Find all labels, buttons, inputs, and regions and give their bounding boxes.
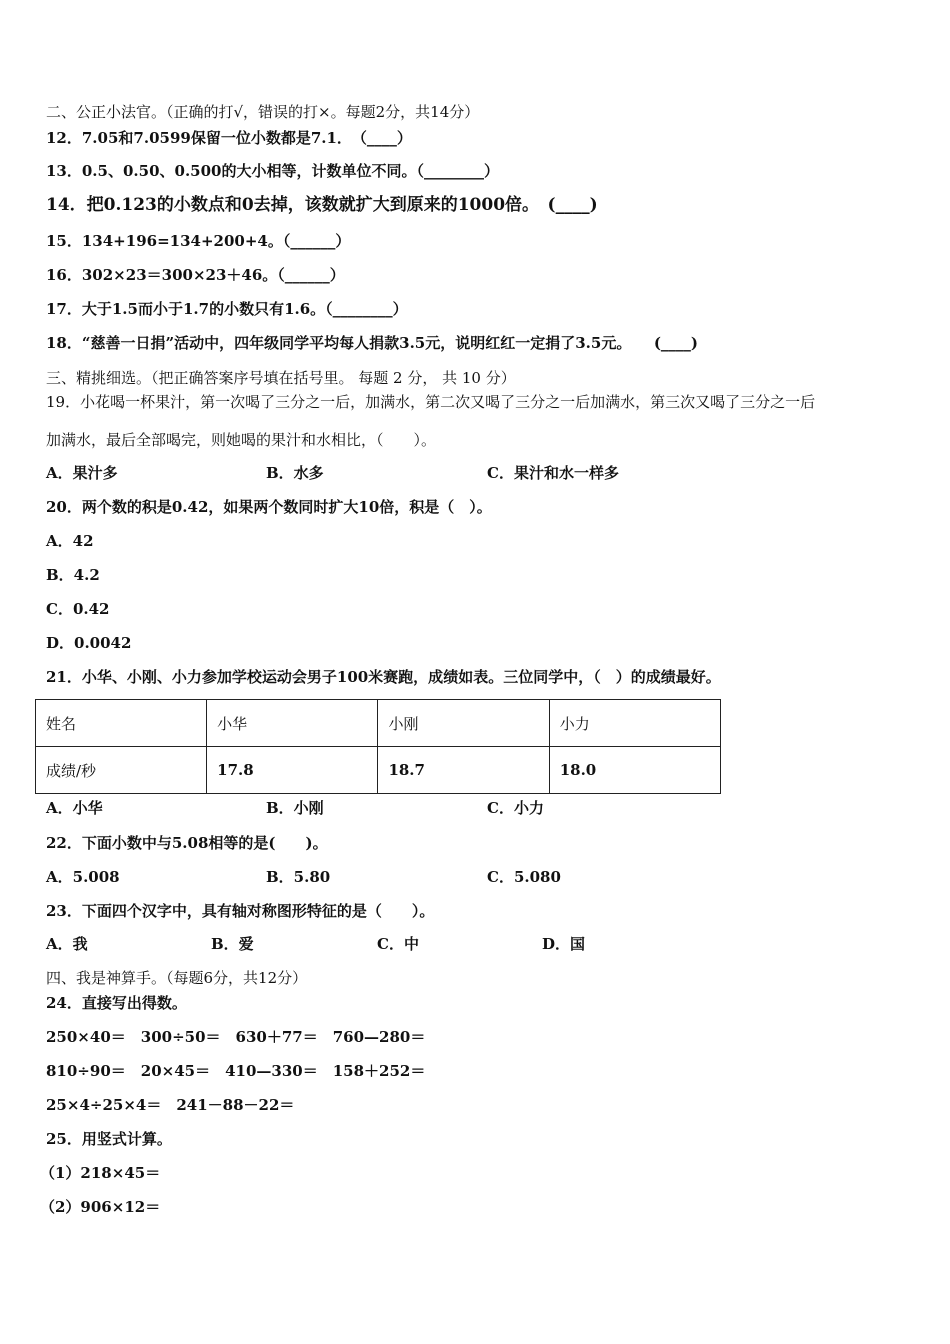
question-14: 14．把0.123的小数点和0去掉，该数就扩大到原来的1000倍。 (____) xyxy=(46,195,598,215)
table-cell: 姓名 xyxy=(36,700,207,747)
option-b: B．5.80 xyxy=(266,868,331,886)
table-cell: 17.8 xyxy=(207,747,378,794)
question-20-option-d: D．0.0042 xyxy=(46,634,132,652)
option-a: A．我 xyxy=(46,935,88,953)
question-24-row-2: 810÷90＝ 20×45＝ 410—330＝ 158＋252＝ xyxy=(46,1062,426,1080)
option-c: C．果汁和水一样多 xyxy=(487,464,619,482)
option-c: C．5.080 xyxy=(487,868,561,886)
question-25: 25．用竖式计算。 xyxy=(46,1130,172,1148)
question-18: 18．“慈善一日捐”活动中，四年级同学平均每人捐款3.5元，说明红红一定捐了3.5元。 (____) xyxy=(46,334,699,352)
option-a: A．果汁多 xyxy=(46,464,118,482)
question-24-row-1: 250×40＝ 300÷50＝ 630＋77＝ 760—280＝ xyxy=(46,1028,426,1046)
question-25-item-1: （1）218×45＝ xyxy=(40,1164,161,1182)
question-13: 13．0.5、0.50、0.500的大小相等，计数单位不同。（________） xyxy=(46,162,499,180)
question-22: 22．下面小数中与5.08相等的是( )。 xyxy=(46,834,328,852)
question-21: 21．小华、小刚、小力参加学校运动会男子100米赛跑，成绩如表。三位同学中，（ ）的成绩最好。 xyxy=(46,668,721,686)
question-24-row-3: 25×4÷25×4＝ 241－88－22＝ xyxy=(46,1096,295,1114)
option-d: D．国 xyxy=(542,935,586,953)
question-19-line-1: 19．小花喝一杯果汁，第一次喝了三分之一后，加满水，第二次又喝了三分之一后加满水，第三次又喝了三分之一后 xyxy=(46,393,816,411)
section-2-heading: 二、公正小法官。（正确的打√，错误的打×。每题2分，共14分） xyxy=(46,103,480,121)
table-cell: 成绩/秒 xyxy=(36,747,207,794)
table-cell: 18.0 xyxy=(549,747,720,794)
section-4-heading: 四、我是神算手。（每题6分，共12分） xyxy=(46,969,308,987)
section-3-heading: 三、精挑细选。（把正确答案序号填在括号里。 每题 2 分， 共 10 分） xyxy=(46,369,516,387)
option-b: B．爱 xyxy=(211,935,254,953)
table-row xyxy=(36,700,721,747)
question-20-option-b: B．4.2 xyxy=(46,566,100,584)
question-20-option-c: C．0.42 xyxy=(46,600,110,618)
table-row xyxy=(36,747,721,794)
table-cell: 小力 xyxy=(549,700,720,747)
question-23: 23．下面四个汉字中，具有轴对称图形特征的是（ ）。 xyxy=(46,902,435,920)
question-15: 15．134+196=134+200+4。（______） xyxy=(46,232,351,250)
question-20-option-a: A．42 xyxy=(46,532,94,550)
question-24: 24．直接写出得数。 xyxy=(46,994,187,1012)
option-c: C．中 xyxy=(377,935,419,953)
question-19-line-2: 加满水，最后全部喝完，则她喝的果汁和水相比，（ ）。 xyxy=(46,431,437,449)
question-16: 16．302×23＝300×23＋46。（______） xyxy=(46,266,345,284)
question-12: 12．7.05和7.0599保留一位小数都是7.1． （____） xyxy=(46,129,412,147)
option-a: A．5.008 xyxy=(46,868,120,886)
table-cell: 小刚 xyxy=(378,700,549,747)
score-table xyxy=(35,699,721,794)
table-cell: 18.7 xyxy=(378,747,549,794)
question-17: 17．大于1.5而小于1.7的小数只有1.6。（________） xyxy=(46,300,408,318)
table-cell: 小华 xyxy=(207,700,378,747)
option-c: C．小力 xyxy=(487,799,544,817)
option-a: A．小华 xyxy=(46,799,103,817)
question-20: 20．两个数的积是0.42，如果两个数同时扩大10倍，积是（ ）。 xyxy=(46,498,492,516)
option-b: B．水多 xyxy=(266,464,324,482)
option-b: B．小刚 xyxy=(266,799,324,817)
question-25-item-2: （2）906×12＝ xyxy=(40,1198,161,1216)
